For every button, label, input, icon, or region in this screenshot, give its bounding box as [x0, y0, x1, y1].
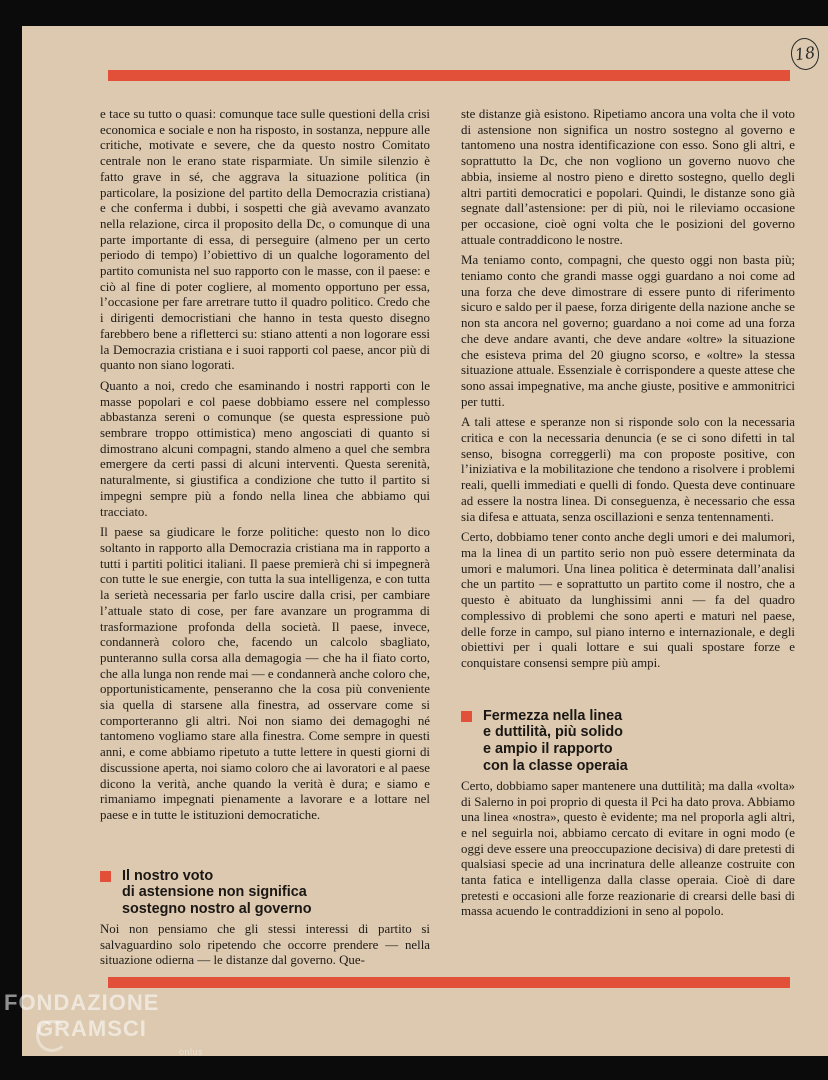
left-text-column [100, 107, 430, 974]
right-text-column [461, 107, 795, 925]
heading-line: di astensione non significa [122, 884, 307, 901]
watermark-line: FONDAZIONE [4, 990, 160, 1015]
paragraph: ste distanze già esistono. Ripetiamo ancora una volta che il voto di astensione non significa un nostro sostegno al governo e tantomeno una nostra identificazione con esso. Sono gli altri, e soprattutto la Dc, che non vogliono un governo nuovo che abbia, insieme al nostro pieno e diretto sostegno, quello degli altri partiti democratici e popolari. Quindi, le distanze sono già segnate dall’astensione: per di più, noi le rileviamo occasione per occasione, cioè ogni volta che le posizioni del governo attuale contraddicono le nostre. [461, 107, 795, 247]
heading-line: Fermezza nella linea [483, 707, 623, 724]
heading-line: e duttilità, più solido [483, 724, 623, 741]
watermark-line: GRAMSCI [36, 1016, 147, 1041]
section-heading-fermezza [461, 708, 795, 775]
paragraph: Ma teniamo conto, compagni, che questo oggi non basta più; teniamo conto che grandi masse oggi guardano a noi come ad una forza che deve dimostrare di essere punto di riferimento sicuro e saldo per il paese, forza dirigente della nazione anche se non sta ancora nel governo; guardano a noi come ad una forza che deve andare avanti, che deve andare «oltre» la situazione che esisteva prima del 20 giugno scorso, e «oltre» la stessa situazione attuale. Essenziale è corrispondere a queste attese che sono assai impegnative, ma anche giuste, positive e ammonitrici per tutti. [461, 253, 795, 409]
paragraph: e tace su tutto o quasi: comunque tace sulle questioni della crisi economica e sociale e non ha risposto, in sostanza, neppure alle critiche, motivate e severe, che da questo nostro Comitato centrale non le erano state risparmiate. Un simile silenzio è fatto grave in sé, che aggrava la situazione politica (in particolare, la posizione del partito della Democrazia cristiana) e che conferma i dubbi, i sospetti che già avevamo avanzato nella relazione, circa il proposito della Dc, o comunque di una parte importante di essa, di perseguire (almeno per un certo periodo di tempo) l’obiettivo di un qualche logoramento del partito comunista nel suo rapporto con le masse, con il paese: e ciò al fine di poter cogliere, al momento opportuno per essa, l’occasione per fare arretrare tutto il quadro politico. Credo che i dirigenti democristiani che hanno in testa questo disegno farebbero bene a rifletterci su: stiano attenti a non logorare essi la Democrazia cristiana e i suoi rapporti col paese, ancor più di quanto non siano logorati. [100, 107, 430, 373]
watermark-line: onlus [179, 1047, 204, 1057]
heading-line: Il nostro voto [122, 867, 214, 884]
section-heading-astensione [100, 868, 430, 918]
heading-line: con la classe operaia [483, 758, 628, 774]
archive-watermark [4, 990, 204, 1057]
paragraph: Noi non pensiamo che gli stessi interessi di partito si salvaguardino solo ripetendo che occorre prendere — nella situazione odierna — le distanze dal governo. Que- [100, 922, 430, 968]
watermark-logo-icon [36, 1020, 68, 1052]
paragraph: Il paese sa giudicare le forze politiche: questo non lo dico soltanto in rapporto alla Democrazia cristiana ma in rapporto a tutti i partiti politici italiani. Il paese premierà chi si impegnerà con tutte le sue energie, con tutta la sua intelligenza, e con tutta la serietà necessaria per farlo uscire dalla crisi, per cambiare l’attuale stato di cose, per fare avanzare un programma di trasformazione profonda della società. Il paese, invece, condannerà coloro che, facendo un calcolo sbagliato, punteranno sulla corsa alla demagogia — che ha il fiato corto, che alla lunga non rende mai — e condannerà anche coloro che, opportunisticamente, penseranno che la cosa più conveniente sia quella di starsene alla finestra, ad osservare come si comporteranno gli altri. Noi non siamo dei demagoghi né tantomeno vogliamo stare alla finestra. Come sempre in questi anni, e come abbiamo ripetuto a tutte lettere in questi giorni di discussione aperta, noi siamo coloro che ai lavoratori e al paese dicono la verità, anche quando la verità è dura; e siamo e rimaniamo impegnati pienamente a lavorare e a lottare nel paese e in tutte le istituzioni democratiche. [100, 525, 430, 822]
heading-line: e ampio il rapporto [483, 741, 613, 758]
heading-line: sostegno nostro al governo [122, 901, 312, 918]
paragraph: Quanto a noi, credo che esaminando i nostri rapporti con le masse popolari e col paese dobbiamo essere nel complesso abbastanza sereni o comunque (se questa espressione può sembrare troppo ottimistica) meno angosciati di quanto si dimostrano alcuni compagni, stando almeno a quel che sembra emergere da certi passi di alcuni interventi. Questa serenità, naturalmente, si giustifica a condizione che tutto il partito si impegni sempre più a fondo nella linea che abbiamo qui tracciato. [100, 378, 430, 519]
paragraph: A tali attese e speranze non si risponde solo con la necessaria critica e con la necessaria denuncia (e se ci sono difetti in tal senso, bisogna correggerli) ma con proposte positive, con l’iniziativa e la mobilitazione che tendono a risolvere i problemi reali, quelli immediati e quelli di fondo. Questa deve continuare ad essere la nostra linea. Di conseguenza, è necessario che essa sia difesa e attuata, senza oscillazioni e senza tentennamenti. [461, 415, 795, 524]
page-number: 18 [789, 36, 821, 72]
heading-square-marker [100, 871, 111, 882]
bottom-decorative-bar [108, 977, 790, 988]
paragraph: Certo, dobbiamo saper mantenere una duttilità; ma dalla «volta» di Salerno in poi proprio di questa il Pci ha dato prova. Abbiamo una linea «nostra», questo è evidente; ma nel proporla agli altri, e nel seguirla noi, abbiamo cercato di evitare in ogni modo (e oggi deve essere una preoccupazione decisiva) di dare pretesti di qualsiasi specie ad una incrinatura delle alleanze costruite con tanta fatica e intelligenza dalla classe operaia. Cioè di dare pretesti e occasioni alle forze reazionarie di crearsi delle basi di massa acuendo le contraddizioni in seno al popolo. [461, 778, 795, 919]
paragraph: Certo, dobbiamo tener conto anche degli umori e dei malumori, ma la linea di un partito serio non può essere determinata da umori e malumori. Una linea politica è determinata dall’analisi che un partito — e soprattutto un partito come il nostro, che a questo è abituato da lunghissimi anni — fa del quadro complessivo di problemi che sono aperti e maturi nel paese, delle forze in campo, sul piano interno e internazionale, e degli obiettivi per i quali lottare e sui quali spostare forze e conquistare consensi sempre più ampi. [461, 530, 795, 670]
top-decorative-bar [108, 70, 790, 81]
heading-square-marker [461, 711, 472, 722]
